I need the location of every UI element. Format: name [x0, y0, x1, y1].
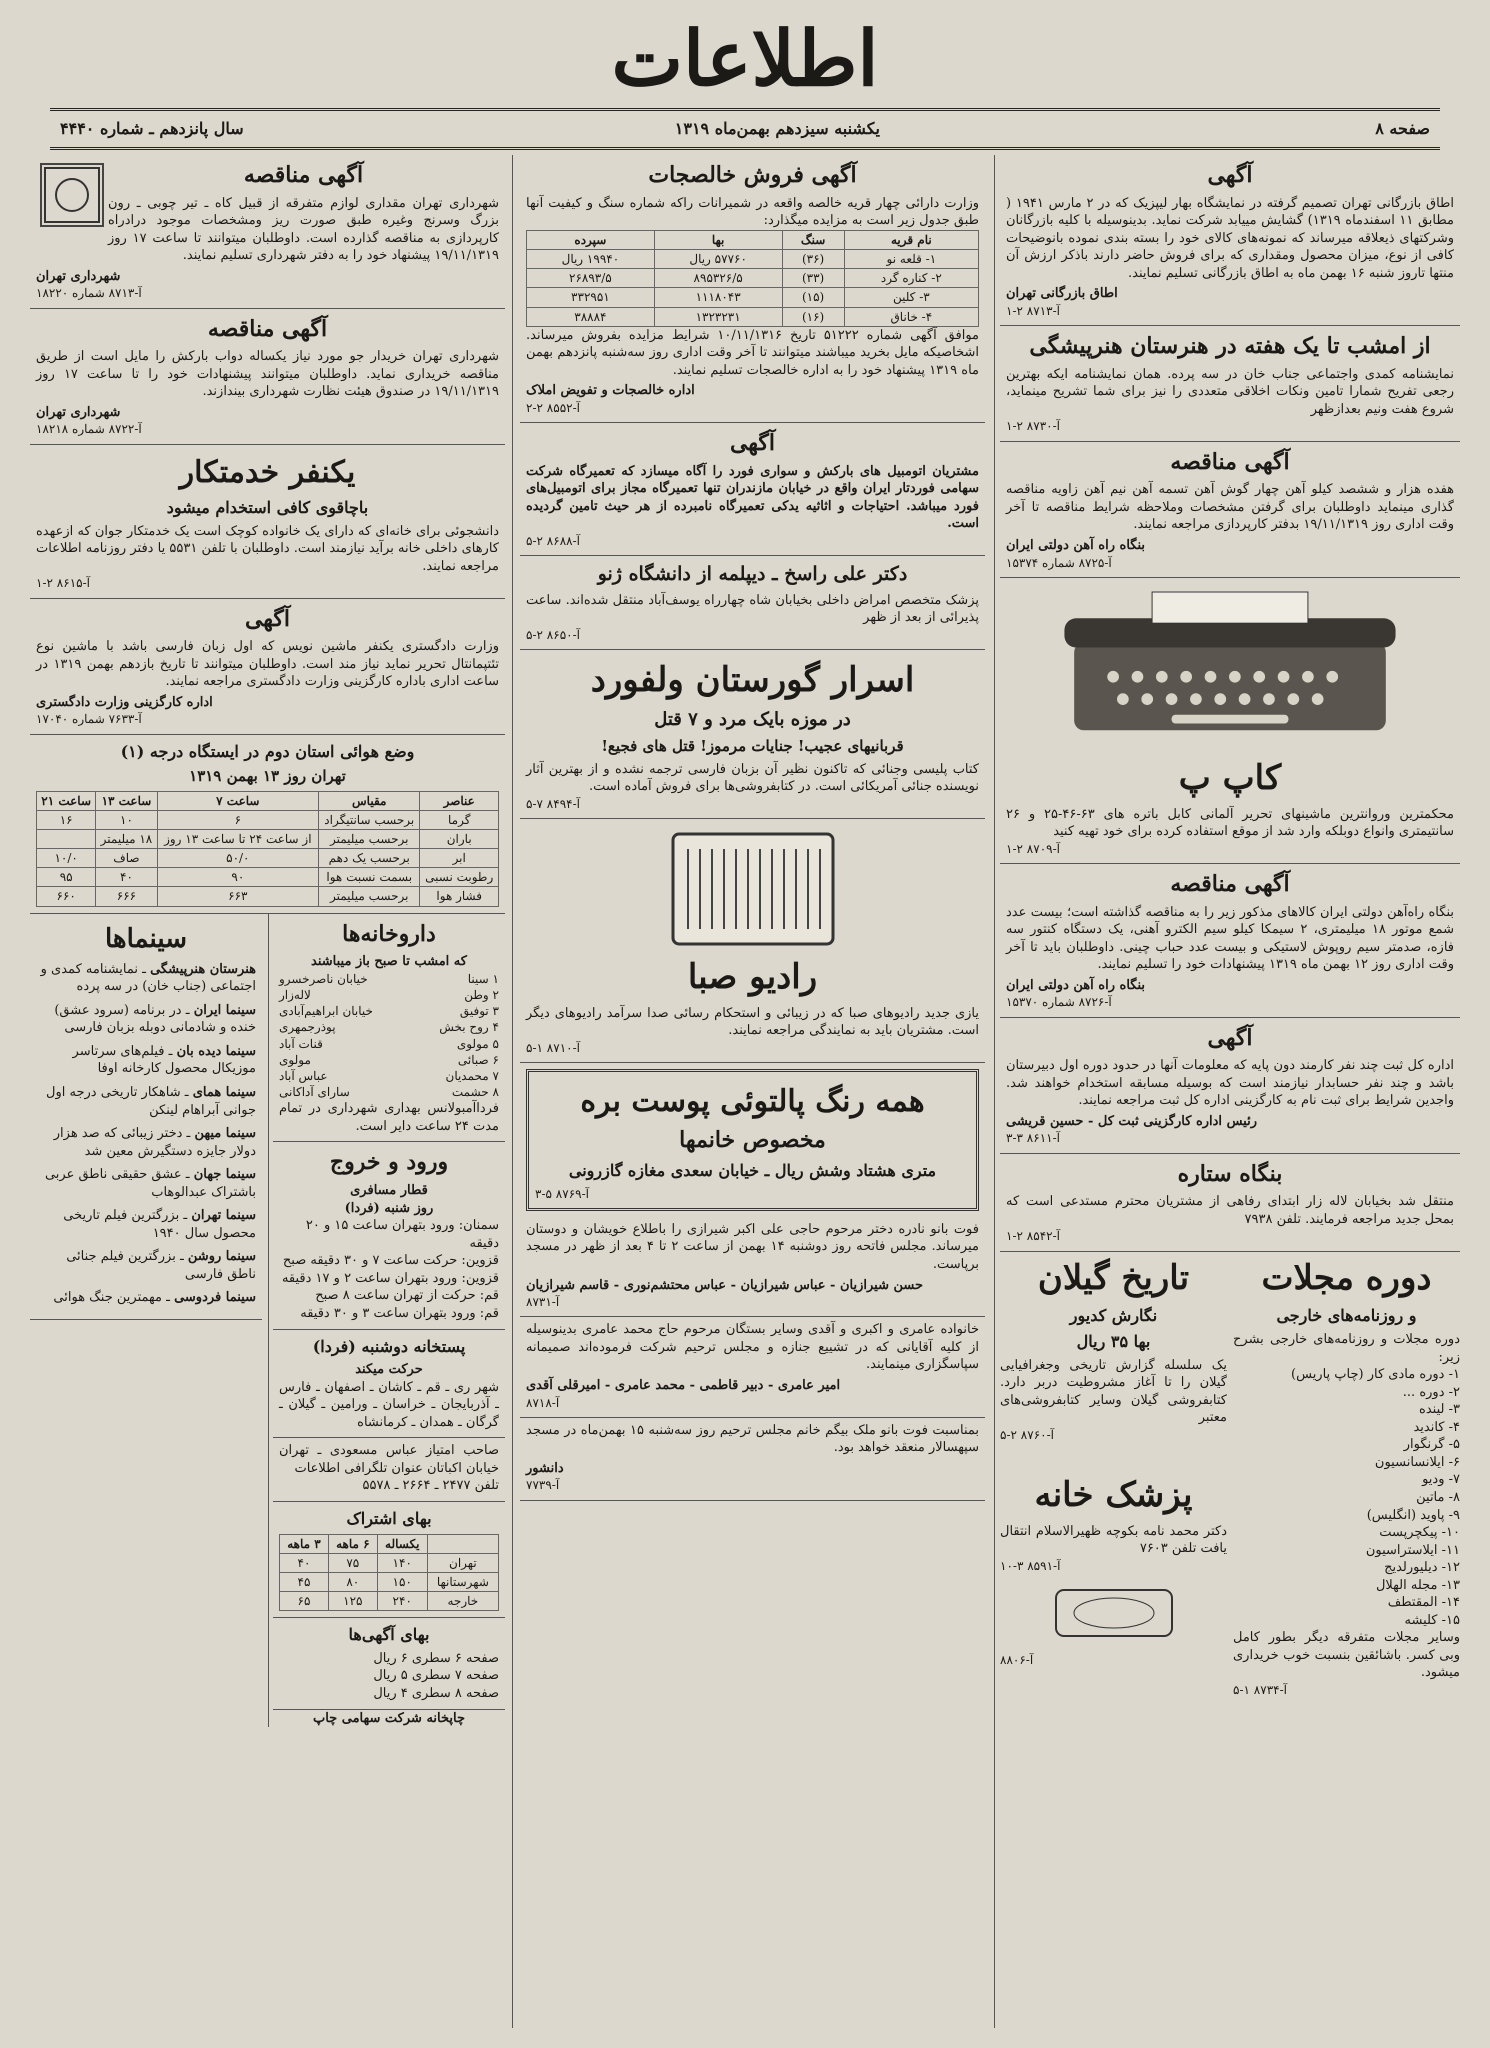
ad-municipality-1 [30, 155, 505, 309]
travel-train: قطار مسافری [350, 1183, 428, 1199]
ad-title: رادیو صبا [687, 956, 818, 997]
ad-title: دکتر علی راسخ ـ دیپلمه از دانشگاه ژنو [597, 563, 908, 586]
left-bottom-split [30, 914, 505, 1727]
list-item: ۶ صبائی مولوی [279, 1052, 499, 1067]
ad-signature: بنگاه راه آهن دولتی ایران [1006, 977, 1146, 993]
table-header: یکساله ۶ ماهه ۳ ماهه [280, 1534, 499, 1553]
bottom-ads [1000, 1252, 1460, 1699]
ad-title: اسرار گورستان ولفورد [590, 660, 915, 701]
ad-code: آ-۸۷۲۶ شماره ۱۵۳۷۰ [1006, 995, 1112, 1010]
ad-ford [520, 423, 985, 556]
list-item: ۳- لینده [1419, 1402, 1460, 1418]
ad-title: آگهی [244, 605, 291, 632]
table-row: گرما برحسب سانتیگراد ۶ ۱۰ ۱۶ [37, 810, 499, 829]
ad-intro: وزارت دارائی چهار قریه خالصه واقعه در شمیرانات راکه شماره سنگ و کیفیت آنها طبق جدول زیر است به مزایده میگذارد: [526, 195, 979, 229]
ad-body: بنگاه راه‌آهن دولتی ایران کالاهای مذکور زیر را به مناقصه گذاشته است؛ بیست عدد شمع موتور ۱۸ میلیمتری، ۲ سیمکا کیلو سیم الکترو آهنی، یک دستگاه کنتور سه فازه، صدمتر سیم روپوش لاستیکی و بیست عدد حباب چینی. داوطلبان باید تا آخر وقت اداری روز ۱۲ بهمن ماه ۱۳۱۹ پیشنهادات خود را تسلیم نمایند. [1006, 904, 1454, 973]
ad-signature: رئیس اداره کارگزینی ثبت کل - حسین قریشی [1006, 1113, 1257, 1129]
ad-tender-railway-2 [1000, 864, 1460, 1018]
ad-signature: شهرداری تهران [36, 404, 121, 420]
magazine-list [1233, 1366, 1460, 1629]
notice-mourning-1 [520, 1217, 985, 1317]
ad-tender-railway [1000, 442, 1460, 578]
ad-intro: دوره مجلات و روزنامه‌های خارجی بشرح زیر: [1233, 1332, 1460, 1365]
ad-title: یکنفر خدمتکار [179, 454, 356, 490]
table-row: باران برحسب میلیمتر از ساعت ۲۴ تا ساعت ۱۳ روز ۱۸ میلیمتر [37, 829, 499, 848]
ad-title: آگهی فروش خالصجات [648, 162, 857, 188]
list-item: ۱۵- کلیشه [1404, 1612, 1460, 1628]
ad-body: اطاق بازرگانی تهران تصمیم گرفته در نمایشگاه بهار لیپزیک که در ۲ مارس ۱۹۴۱ ( مطابق ۱۱ اسفندماه ۱۳۱۹) گشایش مییابد شرکت نماید. بدینوسیله با کلیه بازرگانان وشرکتهای ذیعلاقه میرساند که نمونه‌های کالای خود را بسته بندی نموده بانوضیحات کافی از نوع، میزان محصول ومقداری که برای فروش حاضر دارند باذکر ارزش آن منتها تاروز شنبه ۱۶ بهمن ماه به اطاق بازرگانی تسلیم نمایند. [1006, 195, 1455, 281]
masthead-title: اطلاعات [611, 14, 879, 103]
weather-report [30, 735, 505, 914]
cinema-item: سینما جهان ـ عشق حقیقی ناطق عربی باشتراک عبدالوهاب [44, 1167, 256, 1200]
table-row: ابر برحسب یک دهم ۵۰/۰ صاف ۱۰/۰ [37, 849, 499, 868]
ad-title: آگهی مناقصه [243, 162, 364, 188]
list-item: ۱ سینا خیابان ناصرخسرو [279, 971, 499, 986]
ad-code: آ-۸۷۱۳ ۲-۱ [1006, 303, 1060, 318]
contact-phones: تلفن ۲۴۷۷ ـ ۲۶۶۴ ـ ۵۵۷۸ [362, 1478, 499, 1494]
pharmacy-note: فرداآمبولانس بهداری شهرداری در تمام مدت ۲۴ ساعت دایر است. [279, 1101, 499, 1134]
ad-code: آ-۸۶۱۵ ۲-۱ [36, 576, 90, 591]
table-row: ۴- خاناق (۱۶) ۱۳۲۳۲۳۱ ۳۸۸۸۴ [527, 307, 979, 326]
ad-code: آ-۸۵۵۲ ۲-۲ [526, 400, 580, 415]
issue-date: یکشنبه سیزدهم بهمن‌ماه ۱۳۱۹ [674, 119, 880, 138]
cinema-item: سینما دیده بان ـ فیلم‌های سرتاسر موزیکال محصول کارخانه اوفا [72, 1043, 256, 1077]
emblem-stamp [1054, 1588, 1174, 1638]
ad-code: آ-۸۵۹۱ ۳-۱۰ [1000, 1558, 1061, 1573]
subscription-table [279, 1534, 499, 1612]
ad-code: آ-۸۷۳۰ ۲-۱ [1006, 419, 1060, 434]
ad-body: متری هشتاد وشش ریال ـ خیابان سعدی مغازه گازرونی [568, 1161, 937, 1181]
ad-setare [1000, 1154, 1460, 1252]
cinema-item: هنرستان هنرپیشگی ـ نمایشنامه کمدی و اجتماعی (جناب خان) در سه پرده [40, 961, 256, 995]
list-item: ۷ محمدیان عباس آباد [279, 1068, 499, 1083]
list-item: صفحه ۸ سطری ۴ ریال [373, 1685, 499, 1701]
left-subcol-right [268, 914, 505, 1727]
ad-code: آ-۸۷۶۹ ۵-۳ [535, 1186, 589, 1201]
ad-code: آ-۸۷۲۲ شماره ۱۸۲۱۸ [36, 422, 142, 437]
ad-signature: اطاق بازرگانی تهران [1006, 286, 1118, 302]
lands-table [526, 230, 979, 327]
travel-title: ورود و خروج [329, 1149, 449, 1176]
table-row: ۲- کناره گرد (۳۳) ۸۹۵۳۲۶/۵ ۲۶۸۹۳/۵ [527, 269, 979, 288]
ad-code: آ-۷۷۳۹ [526, 1478, 560, 1493]
ad-title: تاریخ گیلان [1037, 1257, 1190, 1298]
post-title: پستخانه دوشنبه (فردا) [312, 1336, 466, 1356]
table-row: فشار هوا برحسب میلیمتر ۶۶۳ ۶۶۶ ۶۶۰ [37, 887, 499, 906]
list-item: ۵- گرنگوار [1403, 1437, 1460, 1453]
list-item: سمنان: ورود بتهران ساعت ۱۵ و ۲۰ دقیقه [305, 1218, 499, 1251]
ad-code: آ-۸۷۱۳ شماره ۱۸۲۲۰ [36, 286, 142, 301]
list-item: ۱۳- مجله الهلال [1375, 1577, 1460, 1593]
ad-signature: اداره کارگزینی وزارت دادگستری [36, 694, 213, 710]
table-header: عناصر مقیاس ساعت ۷ ساعت ۱۳ ساعت ۲۱ [37, 791, 499, 810]
ad-title: کاپ پ [1178, 757, 1282, 798]
ad-rates-title: بهای آگهی‌ها [348, 1625, 430, 1645]
ad-body: پزشک متخصص امراض داخلی بخیابان شاه چهارراه یوسف‌آباد منتقل شده‌اند. ساعت پذیرائی از بعد از ظهر [526, 592, 979, 626]
list-item: ۸ حشمت سارای آداکانی [279, 1085, 499, 1100]
page-header [50, 108, 1440, 150]
notice-signature: دانشور [526, 1460, 564, 1476]
notice-body: خانواده عامری و اکبری و آقدی وسایر بستگان مرحوم حاج محمد عامری بدینوسیله از کلیه آقایانی که در تشییع جنازه و مجلس ترحیم شرکت فرموده‌اند صمیمانه سپاسگزاری مینمایند. [526, 1322, 979, 1373]
list-item: قم: ورود بتهران ساعت ۳ و ۳۰ دقیقه [300, 1305, 499, 1321]
ad-honarestan [1000, 326, 1460, 442]
ad-radio [520, 819, 985, 1063]
ad-registry [1000, 1018, 1460, 1154]
ad-title: آگهی مناقصه [1170, 448, 1290, 475]
list-item: ۹- پاوید (انگلیس) [1366, 1507, 1460, 1523]
ad-municipality-2 [30, 309, 505, 445]
ad-code: آ-۸۶۸۸ ۲-۵ [526, 533, 580, 548]
ad-title: دوره مجلات [1261, 1257, 1432, 1298]
page-number: صفحه ۸ [1375, 119, 1430, 138]
column-middle [520, 155, 985, 2028]
ad-code: آ-۸۷۱۸ [526, 1395, 560, 1410]
ad-title: آگهی [729, 430, 776, 457]
ad-title: از امشب تا یک هفته در هنرستان هنرپیشگی [1029, 333, 1431, 360]
table-row: تهران ۱۴۰ ۷۵ ۴۰ [280, 1553, 499, 1572]
ad-subtitle: در موزه بایک مرد و ۷ قتل [654, 708, 851, 730]
list-item: صفحه ۶ سطری ۶ ریال [373, 1650, 499, 1666]
ad-magazines [1233, 1252, 1460, 1699]
list-item: ۳ توفیق خیابان ابراهیم‌آبادی [279, 1004, 499, 1019]
ad-body: شهرداری تهران خریدار جو مورد نیاز یکساله دواب بارکش را مایل است از طریق مناقصه خریداری نماید. داوطلبان میتوانند پیشنهادات خود را تا ساعت ۱۷ روز ۱۹/۱۱/۱۳۱۹ در صندوق هیئت نظارت شهرداری بیندازند. [36, 349, 500, 400]
ad-body: مشتریان اتومبیل های بارکش و سواری فورد را آگاه میسازد که تعمیرگاه شرکت سهامی فوردتار ایران واقع در خیابان مازندران تنها تعمیرگاه مجاز برای اتومبیل‌های فورد میباشد. احتیاجات و اثاثیه یدکی تعمیرگاه نامبرده از هر حیث تامین گردیده است. [526, 463, 979, 532]
list-item: قزوین: ورود بتهران ساعت ۲ و ۱۷ دقیقه [281, 1270, 499, 1286]
post-office [273, 1330, 505, 1439]
notice-mourning-2 [520, 1317, 985, 1417]
ad-rates [273, 1618, 505, 1709]
printer-name: چاپخانه شرکت سهامی چاپ [312, 1710, 466, 1726]
cinema-item: سینما همای ـ شاهکار تاریخی درجه اول جوانی آبراهام لینکن [46, 1085, 256, 1118]
list-item: ۸- ماتین [1416, 1489, 1460, 1505]
table-row: شهرستانها ۱۵۰ ۸۰ ۴۵ [280, 1572, 499, 1591]
list-item: ۶- ایلانسانسیون [1374, 1454, 1460, 1470]
pharmacies [273, 914, 505, 1143]
ad-gilan-history [1000, 1252, 1227, 1699]
ad-signature: اداره خالصجات و تفویض املاک [526, 383, 695, 399]
ad-code: آ-۸۷۳۱ [526, 1295, 560, 1310]
column-right [1000, 155, 1460, 2028]
list-item: ۱۰- پیکچرپست [1379, 1525, 1460, 1541]
ad-price: بها ۳۵ ریال [1076, 1332, 1151, 1352]
ad-body: شهرداری تهران مقداری لوازم متفرقه از قبیل کاه ـ تیر چوبی ـ رون بزرگ وسرنج وغیره طبق صورت ریز ومشخصات موجود درادراه کارپردازی به مناقصه گذارده است. داوطلبان میتوانند تا ساعت ۱۷ روز ۱۹/۱۱/۱۳۱۹ پیشنهاد خود را به دفتر شهرداری تسلیم نمایند. [108, 195, 500, 264]
ad-code: آ-۸۷۲۵ شماره ۱۵۳۷۴ [1006, 555, 1112, 570]
ad-body: موافق آگهی شماره ۵۱۲۲۲ تاریخ ۱۰/۱۱/۱۳۱۶ شرایط مزایده بفروش میرساند. اشخاصیکه مایل بخرید میباشند میتوانند تا آخر وقت اداری روز سه‌شنبه پانزدهم بهمن ماه ۱۳۱۹ پیشنهاد خود را به اداره خالصجات تسلیم نمایند. [526, 327, 979, 378]
ad-justice [30, 599, 505, 735]
ad-body: محکمترین وروانترین ماشینهای تحریر آلمانی کابل باتره های ۶۳-۴۶-۲۵ و ۲۶ سانتیمتری وانواع دوبلکه وارد شد از موقع استفاده کرده برای خود تهیه کنید [1006, 806, 1454, 840]
cinema-item: سینما تهران ـ بزرگترین فیلم تاریخی محصول سال ۱۹۴۰ [63, 1208, 256, 1241]
list-item: صفحه ۷ سطری ۵ ریال [373, 1668, 499, 1684]
radio-illustration [668, 829, 838, 949]
ad-subtitle: مخصوص خانمها [679, 1127, 826, 1154]
list-item: قم: حرکت از تهران ساعت ۸ صبح [315, 1288, 499, 1304]
ad-book [520, 650, 985, 819]
ad-body: منتقل شد بخیابان لاله زار ابتدای رفاهی از مشتریان محترم مستدعی است که بمحل جدید مراجعه فرمایند. تلفن ۷۹۳۸ [1006, 1194, 1454, 1227]
ad-body: وزارت دادگستری یکنفر ماشین نویس که اول زبان فارسی باشد با ماشین نوع تئتپمانتال تحریر نماید نیاز مند است. داوطلبان میتوانند تا تاریخ بازدهم بهمن ۱۳۱۹ در ساعت اداری باداره کارگزینی وزارت دادگستری مراجعه نمایند. [36, 639, 500, 690]
ad-signature: شهرداری تهران [36, 268, 121, 284]
notice-body: فوت بانو نادره دختر مرحوم حاجی علی اکبر شیرازی را باطلاع خویشان و دوستان میرساند. مجلس فاتحه روز دوشنبه ۱۴ بهمن از ساعت ۲ تا ۴ بعد از ظهر در مسجد برپاست. [526, 1221, 979, 1273]
ad-code: آ-۷۶۳۳ شماره ۱۷۰۴۰ [36, 712, 142, 727]
notice-signature: حسن شیرازیان - عباس شیرازیان - عباس محتشم‌نوری - قاسم شیرازیان [526, 1277, 924, 1293]
cinema-listings [30, 914, 262, 1320]
ad-fur [526, 1069, 979, 1211]
ad-title: آگهی مناقصه [207, 315, 328, 342]
table-row: ۱- قلعه نو (۳۶) ۵۷۷۶۰ ریال ۱۹۹۴۰ ریال [527, 249, 979, 268]
ad-title: آگهی مناقصه [1170, 870, 1290, 897]
ad-code: آ-۸۷۱۰ ۱-۵ [526, 1040, 580, 1055]
weather-table [36, 791, 499, 907]
ad-tagline: قربانیهای عجیب! جنایات مرموز! قتل های فجیع! [601, 737, 904, 756]
left-subcol-left [30, 914, 262, 1727]
list-item: ۷- ودیو [1422, 1472, 1460, 1488]
ad-title: آگهی [1207, 162, 1253, 188]
ad-code: آ-۸۶۵۰ ۲-۵ [526, 627, 580, 642]
ad-title: بنگاه ستاره [1177, 1160, 1283, 1187]
column-rule [512, 155, 513, 2028]
ad-body: دکتر محمد نامه بکوچه ظهیرالاسلام انتقال یافت تلفن ۷۶۰۳ [1000, 1523, 1227, 1557]
list-item: ۵ مولوی قنات آباد [279, 1036, 499, 1051]
cinema-item: سینما ایران ـ در برنامه (سرود عشق) خنده و شادمانی دوبله بزبان فارسی [54, 1002, 256, 1036]
ad-title: پزشک خانه [1034, 1475, 1193, 1515]
ad-code: آ-۸۷۶۰ ۲-۵ [1000, 1427, 1054, 1442]
ad-outro: وسایر مجلات متفرقه دیگر بطور کامل وبی کسر. باشائقین بنسبت خوب خریداری میشود. [1233, 1630, 1460, 1681]
table-row: رطوبت نسبی بسمت نسبت هوا ۹۰ ۴۰ ۹۵ [37, 868, 499, 887]
ad-body: یازی جدید رادیوهای صبا که در زیبائی و استحکام رسائی صدا سرآمد رادیوهای دیگر است. مشتریان باید به نمایندگی مراجعه نمایند. [526, 1005, 979, 1039]
contact-body: صاحب امتیاز عباس مسعودی ـ تهران خیابان اکباتان عنوان تلگرافی اطلاعات [279, 1443, 499, 1476]
list-item: ۲- دوره ... [1402, 1384, 1460, 1400]
ad-bazar [1000, 155, 1460, 326]
cinema-item: سینما روشن ـ بزرگترین فیلم جنائی ناطق فارسی [66, 1249, 256, 1282]
ad-author: نگارش کدیور [1069, 1306, 1158, 1326]
ad-code: آ-۸۷۳۴ ۱-۵ [1233, 1682, 1287, 1697]
list-item: ۱۲- دیلیورلدیج [1384, 1560, 1460, 1576]
post-body: شهر ری ـ قم ـ کاشان ـ اصفهان ـ فارس ـ آذربایجان ـ خراسان ـ ورامین ـ گیلان ـ گرگان ـ همدان ـ کرمانشاه [279, 1379, 499, 1430]
notice-body: بمناسبت فوت بانو ملک بیگم خانم مجلس ترحیم روز سه‌شنبه ۱۵ بهمن‌ماه در مسجد سپهسالار منعقد خواهد بود. [526, 1422, 979, 1456]
table-row: خارجه ۲۴۰ ۱۲۵ ۶۵ [280, 1592, 499, 1611]
weather-subtitle: تهران روز ۱۳ بهمن ۱۳۱۹ [189, 767, 346, 786]
pharmacy-title: داروخانه‌ها [342, 920, 436, 947]
table-header: نام قریه سنگ بها سپرده [527, 230, 979, 249]
ad-code: آ-۸۶۱۱ ۳-۳ [1006, 1131, 1060, 1146]
ad-typewriter [1000, 578, 1460, 864]
ad-body: کتاب پلیسی وجنائی که تاکنون نظیر آن بزبان فارسی ترجمه نشده و از بهترین آثار نویسنده جنائی آمریکائی است. در کتابفروشی‌ها برای فروش آماده است. [526, 761, 979, 795]
column-left [30, 155, 505, 2028]
ad-body: نمایشنامه کمدی واجتماعی جناب خان در سه پرده. همان نمایشنامه ایکه بهترین رجعی تفریح شمارا تامین ونکات اخلاقی متعددی را نیز برای شما تشریح مینماید، شروع هفت ونیم بعدازظهر [1006, 366, 1454, 417]
ad-code: آ-۸۸۰۶ [1000, 1653, 1034, 1668]
ad-code: آ-۸۵۴۲ ۲-۱ [1006, 1229, 1060, 1244]
ad-subtitle: باچاقوی کافی استخدام میشود [166, 498, 369, 518]
ad-title: آگهی [1207, 1024, 1253, 1051]
list-item: ۴- کاندید [1413, 1419, 1460, 1435]
post-subtitle: حرکت میکند [355, 1362, 423, 1378]
notice-signature: امیر عامری - دبیر قاطمی - محمد عامری - امیرقلی آقدی [526, 1377, 841, 1393]
arrivals-departures [273, 1142, 505, 1329]
column-rule [994, 155, 995, 2028]
table-row: ۳- کلین (۱۵) ۱۱۱۸۰۴۳ ۳۳۲۹۵۱ [527, 288, 979, 307]
list-item: ۱۱- ایلاستراسیون [1365, 1542, 1460, 1558]
ad-subtitle: و روزنامه‌های خارجی [1276, 1306, 1417, 1326]
ad-code: آ-۸۷۰۹ ۲-۱ [1006, 841, 1060, 856]
ad-crown-lands [520, 155, 985, 423]
municipality-seal [40, 163, 104, 227]
cinema-item: سینما میهن ـ دختر زیبائی که صد هزار دولار جایزه دستگیرش معین شد [53, 1126, 256, 1159]
publisher-contact [273, 1438, 505, 1502]
cinema-item: سینما فردوسی ـ مهمترین جنگ هوائی [53, 1290, 256, 1306]
ad-body: دانشجوئی برای خانه‌ای که دارای یک خانواده کوچک است یک خدمتکار جوان که ازعهده کارهای داخلی خانه برآید نیازمند است. داوطلبان با تلفن ۵۵۳۱ یا دفتر روزنامه اطلاعات مراجعه نمایند. [36, 523, 499, 574]
ad-doctor [520, 556, 985, 650]
ad-body: یک سلسله گزارش تاریخی وجغرافیایی گیلان را تا آغاز مشروطیت دربر دارد. کتابفروشی گیلان وسایر کتابفروشی‌های معتبر [1000, 1357, 1227, 1426]
pharmacy-subtitle: که امشب تا صبح باز میباشند [311, 954, 467, 970]
ad-maid [30, 445, 505, 599]
ad-title: همه رنگ پالتوئی پوست بره [580, 1083, 925, 1119]
ad-body: اداره کل ثبت چند نفر کارمند دون پایه که معلومات آنها در حدود دوره اول دبیرستان باشد و چند نفر حسابدار نیازمند است که بوسیله مسابقه استخدام خواهند شد. واجدین شرایط برای ثبت نام به کارگزینی اداره کل ثبت مراجعه نمایند. [1006, 1058, 1454, 1109]
ad-code: آ-۸۴۹۴ ۷-۵ [526, 796, 580, 811]
typewriter-illustration [1006, 582, 1454, 752]
weather-title: وضع هوائی استان دوم در ایستگاه درجه (۱) [120, 741, 415, 761]
cinema-title: سینماها [104, 923, 188, 954]
travel-day: روز شنبه (فردا) [344, 1200, 434, 1216]
subscription-title: بهای اشتراک [346, 1508, 432, 1528]
list-item: قزوین: حرکت ساعت ۷ و ۳۰ دقیقه صبح [282, 1253, 499, 1269]
list-item: ۴ روح بخش پوذرجمهری [279, 1020, 499, 1035]
subscription-rates [273, 1502, 505, 1618]
ad-body: هفده هزار و ششصد کیلو آهن چهار گوش آهن تسمه آهن نیم آهن زاویه مناقصه گذاری مینماید داوطلبان برای گرفتن مشخصات وملاحظه شرایط مناقصه تا آخر وقت اداری روز ۱۹/۱۱/۱۳۱۹ بدفتر کارپردازی مراجعه نمایند. [1006, 482, 1454, 533]
list-item: ۱۴- المقتطف [1387, 1595, 1460, 1611]
list-item: ۲ وطن لاله‌زار [279, 988, 499, 1003]
year-issue: سال پانزدهم ـ شماره ۴۴۴۰ [60, 119, 244, 138]
notice-mourning-3 [520, 1418, 985, 1501]
list-item: ۱- دوره مادی کار (چاپ پاریس) [1291, 1367, 1460, 1383]
ad-signature: بنگاه راه آهن دولتی ایران [1006, 538, 1146, 553]
